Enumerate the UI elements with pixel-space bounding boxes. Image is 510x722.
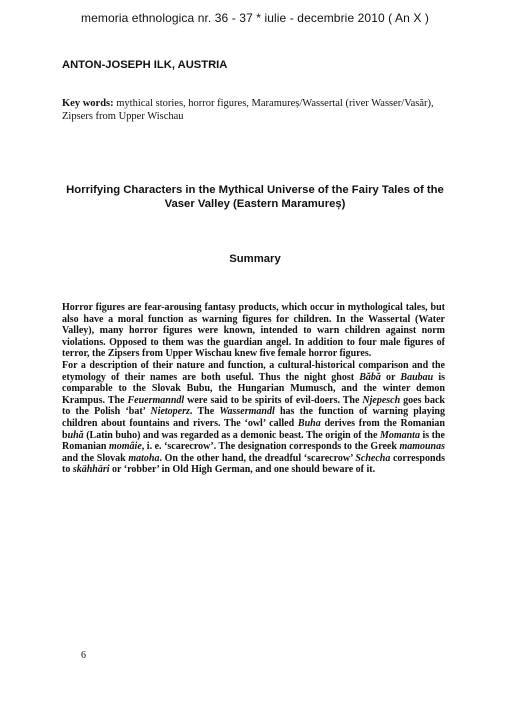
abstract-text-segment: . On the other hand, the dreadful ‘scarecrow’ (159, 452, 356, 464)
abstract-italic-term: Feuermanndl (127, 394, 185, 406)
abstract-italic-term: Schecha (355, 452, 391, 464)
abstract-italic-term: Nietoperz (150, 406, 190, 418)
abstract-italic-term: momâie (108, 441, 142, 453)
abstract-text-segment: were said to be spirits of evil-doers. The (184, 394, 363, 406)
abstract-italic-term: uhă (67, 429, 84, 441)
abstract-text-segment: goes back to the Polish ‘bat’ (62, 394, 445, 418)
page-number: 6 (81, 650, 86, 661)
abstract-text-segment: , i. e. ‘scarecrow’. The designation corresponds to the Greek (141, 441, 400, 453)
abstract-italic-term: mamounas (399, 441, 446, 453)
abstract-text-segment: or (380, 371, 401, 383)
abstract-italic-term: matoha (128, 452, 160, 464)
abstract-paragraph-1: Horror figures are fear-arousing fantasy products, which occur in mythological tales, but also have a moral function as warning figures for children. In the Wassertal (Water Valley), many horror figures were known, intended to warn children against norm violations. Opposed to them was the guardian angel. In addition to four male figures of terror, the Zipsers from Upper Wischau knew five female horror figures. (62, 302, 445, 360)
abstract-italic-term: Wassermandl (219, 406, 275, 418)
abstract-italic-term: Njepesch (362, 394, 401, 406)
abstract-italic-term: Momanta (379, 429, 420, 441)
keywords-label: Key words: (62, 98, 114, 109)
journal-header: memoria ethnologica nr. 36 - 37 * iulie - decembrie 2010 ( An X ) (80, 11, 429, 25)
abstract-text-segment: or ‘robber’ in Old High German, and one should beware of it. (109, 464, 376, 476)
abstract-body (62, 302, 445, 476)
abstract-text-segment: is the Romanian (62, 429, 445, 453)
abstract-text-segment: corresponds to (62, 452, 446, 476)
abstract-text-segment: is comparable to the Slovak Bubu, the Hungarian Mumusch, and the winter demon Krampus. The (62, 371, 445, 406)
article-title: Horrifying Characters in the Mythical Universe of the Fairy Tales of the Vaser Valley (Eastern Maramureș) (66, 184, 444, 210)
abstract-text-segment: derives from the Romanian b (62, 417, 445, 441)
abstract-text-segment: . The (189, 406, 220, 418)
abstract-text-segment: (Latin buho) and was regarded as a demonic beast. The origin of the (83, 429, 380, 441)
summary-heading: Summary (229, 253, 281, 265)
abstract-italic-term: skähhäri (72, 464, 110, 476)
abstract-paragraph-2 (62, 360, 445, 476)
author-line: ANTON-JOSEPH ILK, AUSTRIA (62, 59, 228, 71)
abstract-text-segment: For a description of their nature and function, a cultural-historical comparison and the etymology of their names are both useful. Thus the night ghost (62, 359, 445, 383)
abstract-italic-term: Baubau (400, 371, 434, 383)
abstract-text-segment: and the Slovak (62, 452, 129, 464)
keywords-block (62, 97, 462, 123)
keywords-text: mythical stories, horror figures, Maramureș/Wassertal (river Wasser/Vasăr), Zipsers from Upper Wischau (62, 98, 434, 122)
abstract-text-segment: has the function of warning playing children about fountains and rivers. The ‘owl’ called (62, 406, 445, 429)
abstract-italic-term: Buha (297, 417, 321, 429)
abstract-italic-term: Băbă (359, 371, 381, 383)
